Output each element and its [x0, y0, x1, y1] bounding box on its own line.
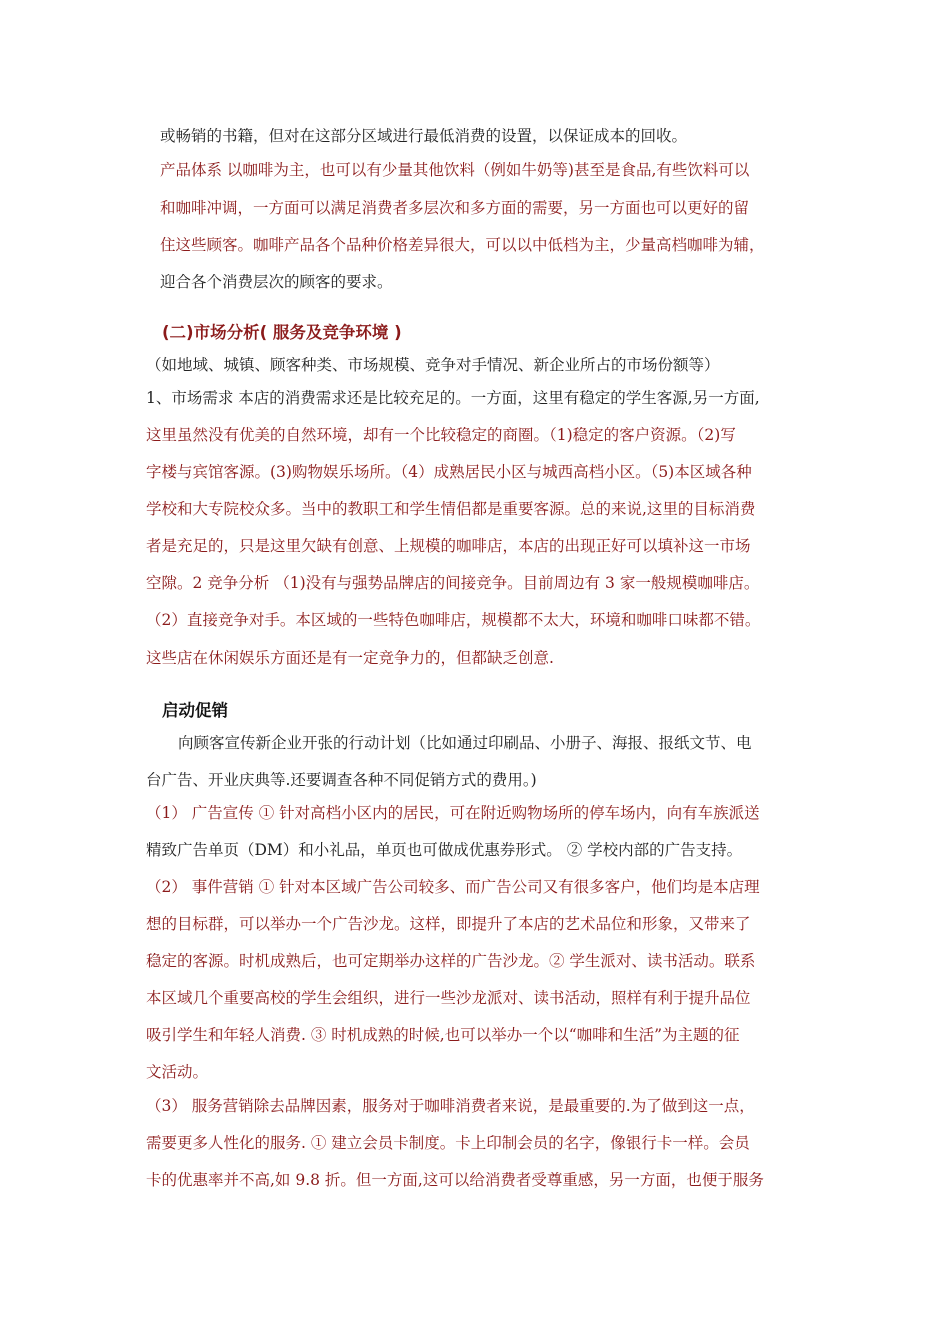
- text-line: 向顾客宣传新企业开张的行动计划（比如通过印刷品、小册子、海报、报纸文节、电: [178, 734, 752, 752]
- text-line: 精致广告单页（DM）和小礼品，单页也可做成优惠券形式。 ② 学校内部的广告支持。: [146, 841, 743, 859]
- text-line: （3） 服务营销除去品牌因素，服务对于咖啡消费者来说，是最重要的.为了做到这一点，: [146, 1097, 755, 1115]
- text-line: 1、市场需求 本店的消费需求还是比较充足的。一方面，这里有稳定的学生客源,另一方面,: [146, 389, 760, 407]
- section-heading-promotion: 启动促销: [162, 701, 228, 720]
- text-line: 这里虽然没有优美的自然环境，却有一个比较稳定的商圈。（1)稳定的客户资源。（2)写: [146, 426, 736, 444]
- text-line: 产品体系 以咖啡为主，也可以有少量其他饮料（例如牛奶等)甚至是食品,有些饮料可以: [160, 161, 750, 179]
- text-line: （2）直接竞争对手。本区域的一些特色咖啡店，规模都不太大，环境和咖啡口味都不错。: [146, 611, 761, 629]
- text-line: 或畅销的书籍，但对在这部分区域进行最低消费的设置，以保证成本的回收。: [160, 127, 688, 145]
- text-line: 住这些顾客。咖啡产品各个品种价格差异很大，可以以中低档为主，少量高档咖啡为辅，: [160, 236, 765, 254]
- text-line: 本区域几个重要高校的学生会组织，进行一些沙龙派对、读书活动，照样有利于提升品位: [146, 989, 751, 1007]
- text-line: 这些店在休闲娱乐方面还是有一定竞争力的，但都缺乏创意.: [146, 649, 554, 667]
- text-line: 吸引学生和年轻人消费. ③ 时机成熟的时候,也可以举办一个以“咖啡和生活”为主题的征: [146, 1026, 740, 1044]
- text-line: 空隙。2 竞争分析 （1)没有与强势品牌店的间接竞争。目前周边有 3 家一般规模咖啡店。: [146, 574, 760, 592]
- text-line: 文活动。: [146, 1063, 209, 1081]
- section-subtitle: （如地域、城镇、顾客种类、市场规模、竞争对手情况、新企业所占的市场份额等）: [146, 356, 720, 374]
- text-line: 字楼与宾馆客源。(3)购物娱乐场所。（4）成熟居民小区与城西高档小区。（5)本区域各种: [146, 463, 752, 481]
- text-line: （1） 广告宣传 ① 针对高档小区内的居民，可在附近购物场所的停车场内，向有车族派送: [146, 804, 760, 822]
- text-line: 想的目标群，可以举办一个广告沙龙。这样，即提升了本店的艺术品位和形象，又带来了: [146, 915, 751, 933]
- text-line: 需要更多人性化的服务. ① 建立会员卡制度。卡上印制会员的名字，像银行卡一样。会员: [146, 1134, 750, 1152]
- text-line: 稳定的客源。时机成熟后，也可定期举办这样的广告沙龙。② 学生派对、读书活动。联系: [146, 952, 756, 970]
- text-line: 卡的优惠率并不高,如 9.8 折。但一方面,这可以给消费者受尊重感，另一方面，也便于服务: [146, 1171, 764, 1189]
- text-line: （2） 事件营销 ① 针对本区域广告公司较多、而广告公司又有很多客户，他们均是本店理: [146, 878, 760, 896]
- section-heading-market: (二)市场分析( 服务及竞争环境 ): [162, 323, 402, 342]
- text-line: 者是充足的，只是这里欠缺有创意、上规模的咖啡店，本店的出现正好可以填补这一市场: [146, 537, 751, 555]
- text-line: 学校和大专院校众多。当中的教职工和学生情侣都是重要客源。总的来说,这里的目标消费: [146, 500, 756, 518]
- text-line: 和咖啡冲调，一方面可以满足消费者多层次和多方面的需要，另一方面也可以更好的留: [160, 199, 750, 217]
- text-line: 迎合各个消费层次的顾客的要求。: [160, 273, 393, 291]
- text-line: 台广告、开业庆典等.还要调查各种不同促销方式的费用。): [146, 771, 537, 789]
